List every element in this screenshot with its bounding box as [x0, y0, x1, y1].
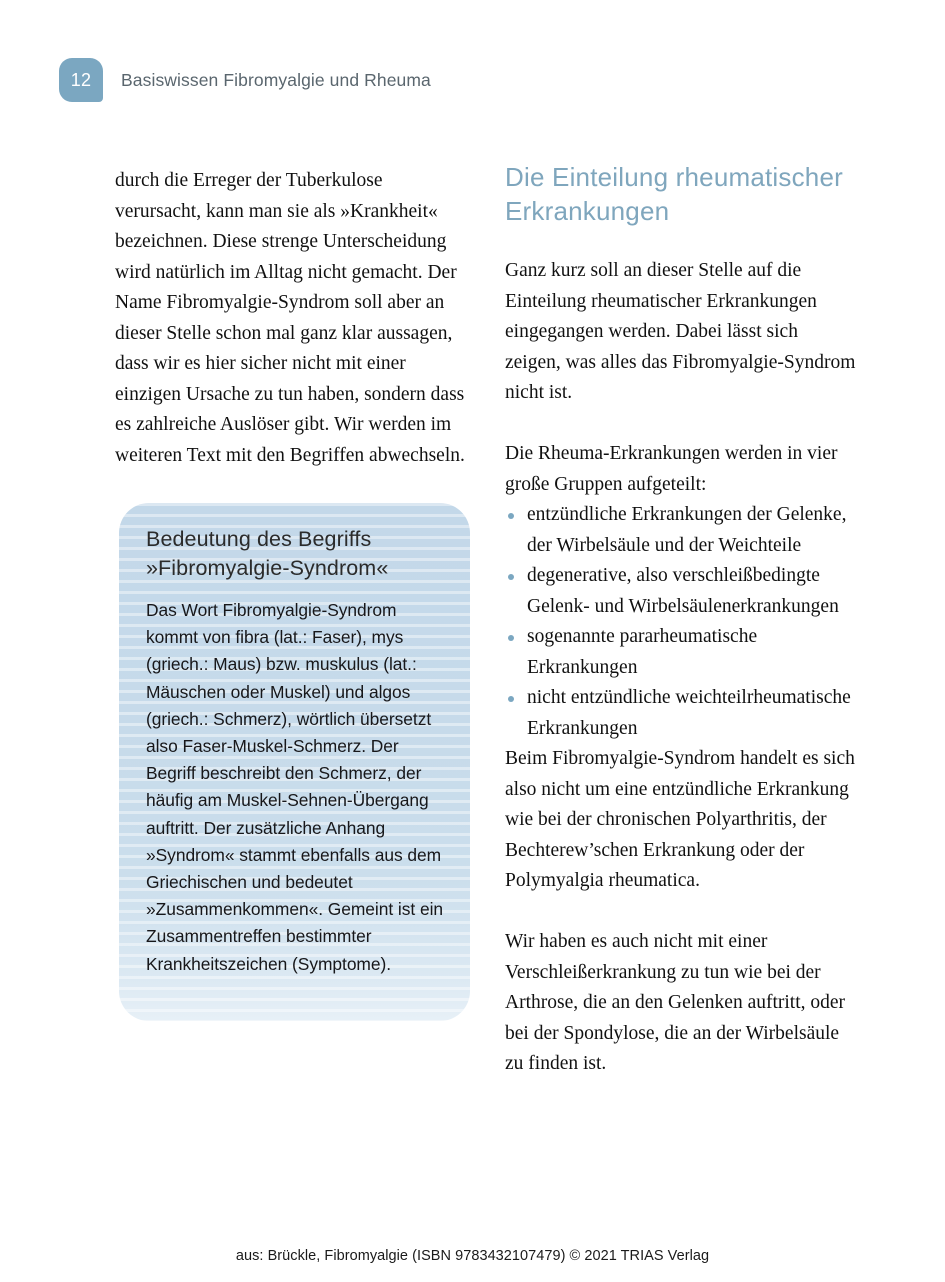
- list-item: [505, 683, 857, 744]
- list-item-label: sogenannte pararheumatische Erkrankungen: [527, 626, 758, 678]
- footer-credit: aus: Brückle, Fibromyalgie (ISBN 9783432107479) © 2021 TRIAS Verlag: [235, 1248, 710, 1264]
- list-item: [505, 500, 857, 561]
- list-item: [505, 622, 857, 683]
- right-paragraph-4: Wir haben es auch nicht mit einer Verschleißerkrankung zu tun wie bei der Arthrose, die an den Gelenken auftritt, oder bei der Spondylose, die an der Wirbelsäule zu finden ist.: [505, 931, 846, 1074]
- list-item-label: nicht entzündliche weichteilrheumatische Erkrankungen: [527, 687, 851, 739]
- page-number-badge: 12: [59, 58, 103, 102]
- section-heading: Die Einteilung rheumatischer Erkrankungen: [505, 162, 843, 226]
- running-header-title: Basiswissen Fibromyalgie und Rheuma: [121, 69, 431, 90]
- bullet-dot-icon: [508, 696, 514, 702]
- running-header: [59, 58, 431, 102]
- right-paragraph-1: Ganz kurz soll an dieser Stelle auf die Einteilung rheumatischer Erkrankungen eingegangen werden. Dabei lässt sich zeigen, was alles das Fibromyalgie-Syndrom nicht ist.: [505, 260, 856, 403]
- right-paragraph-2: Die Rheuma-Erkrankungen werden in vier große Gruppen aufgeteilt:: [505, 443, 838, 495]
- info-box: [119, 503, 470, 1021]
- bullet-dot-icon: [508, 574, 514, 580]
- bullet-dot-icon: [508, 513, 514, 519]
- info-box-content: [119, 503, 470, 978]
- list-item-label: degenerative, also verschleißbedingte Gelenk- und Wirbelsäulenerkrankungen: [527, 565, 839, 617]
- right-column: [505, 160, 857, 1080]
- list-item: [505, 561, 857, 622]
- rheuma-groups-list: [505, 500, 857, 744]
- info-box-heading: Bedeutung des Begriffs »Fibromyalgie-Syndrom«: [146, 527, 389, 580]
- list-item-label: entzündliche Erkrankungen der Gelenke, der Wirbelsäule und der Weichteile: [527, 504, 847, 556]
- bullet-dot-icon: [508, 635, 514, 641]
- left-column: [115, 166, 467, 471]
- info-box-body: Das Wort Fibromyalgie-Syndrom kommt von fibra (lat.: Faser), mys (griech.: Maus) bzw. muskulus (lat.: Mäuschen oder Muskel) und algos (griech.: Schmerz), wörtlich übersetzt also Faser-Muskel-Schmerz. Der Begriff beschreibt den Schmerz, der häufig am Muskel-Sehnen-Übergang auftritt. Der zusätzliche Anhang »Syndrom« stammt ebenfalls aus dem Griechischen und bedeutet »Zusammenkommen«. Gemeint ist ein Zusammentreffen bestimmter Krankheitszeichen (Symptome).: [146, 600, 444, 974]
- left-paragraph-1: durch die Erreger der Tuberkulose verursacht, kann man sie als »Krankheit« bezeichnen. Diese strenge Unterscheidung wird natürlich im Alltag nicht gemacht. Der Name Fibromyalgie-Syndrom soll aber an dieser Stelle schon mal ganz klar aussagen, dass wir es hier sicher nicht mit einer einzigen Ursache zu tun haben, sondern dass es zahlreiche Auslöser gibt. Wir werden im weiteren Text mit den Begriffen abwechseln.: [115, 170, 465, 466]
- right-paragraph-3: Beim Fibromyalgie-Syndrom handelt es sich also nicht um eine entzündliche Erkrankung wie bei der chronischen Polyarthritis, der Bechterew’schen Erkrankung oder der Polymyalgia rheumatica.: [505, 748, 855, 891]
